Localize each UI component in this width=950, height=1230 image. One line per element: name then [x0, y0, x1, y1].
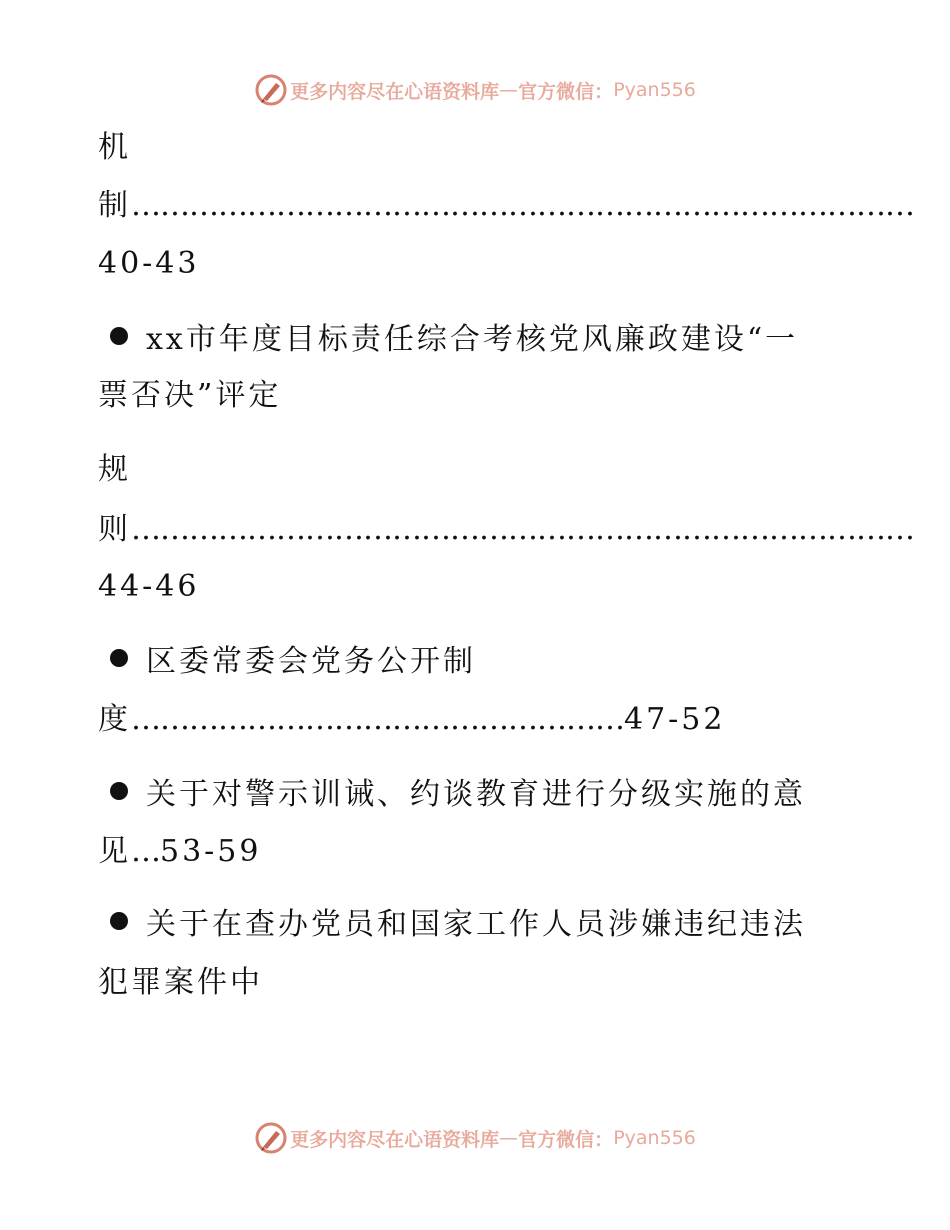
toc-text-line: 度……………………………………………47-52	[98, 702, 726, 737]
toc-text-line: 则………………………………………………………………………	[98, 512, 914, 547]
banner-wechat-id: Pyan556	[613, 1127, 696, 1149]
leader-dots: ………………………………………………………………………	[131, 188, 914, 223]
footer-watermark-banner	[0, 1118, 950, 1158]
toc-text-line: 票否决”评定	[98, 378, 282, 413]
banner-separator: —	[499, 1127, 519, 1149]
bullet-icon	[110, 782, 128, 800]
banner-separator: —	[499, 79, 519, 101]
bullet-icon	[110, 912, 128, 930]
header-watermark-banner	[0, 70, 950, 110]
banner-wechat-id: Pyan556	[613, 79, 696, 101]
toc-text-line: 规	[98, 452, 131, 487]
banner-text: 更多内容尽在心语资料库	[290, 1128, 500, 1151]
toc-entry: xx市年度目标责任综合考核党风廉政建设“一	[98, 320, 798, 360]
bullet-icon	[110, 327, 128, 345]
toc-entry: 关于对警示训诫、约谈教育进行分级实施的意	[98, 775, 806, 815]
toc-entry: 区委常委会党务公开制	[98, 642, 476, 682]
banner-wechat-label: 官方微信：	[518, 1128, 614, 1151]
pen-logo-icon	[254, 73, 288, 107]
toc-text-line: 机	[98, 130, 131, 165]
page-range: 47-52	[624, 702, 726, 737]
page-range: 53-59	[160, 834, 262, 869]
page-range: 44-46	[98, 569, 200, 604]
leader-dots: ……………………………………………	[131, 702, 624, 737]
toc-entry: 关于在查办党员和国家工作人员涉嫌违纪违法	[98, 905, 806, 945]
page-range: 40-43	[98, 246, 200, 281]
banner-text: 更多内容尽在心语资料库	[290, 80, 500, 103]
toc-text-line: 犯罪案件中	[98, 965, 263, 1000]
bullet-icon	[110, 649, 128, 667]
leader-dots: …	[131, 834, 160, 869]
leader-dots: ………………………………………………………………………	[131, 512, 914, 547]
toc-text-line: 见…53-59	[98, 834, 262, 869]
banner-wechat-label: 官方微信：	[518, 80, 614, 103]
toc-text-line: 制………………………………………………………………………	[98, 188, 914, 223]
pen-logo-icon	[254, 1121, 288, 1155]
